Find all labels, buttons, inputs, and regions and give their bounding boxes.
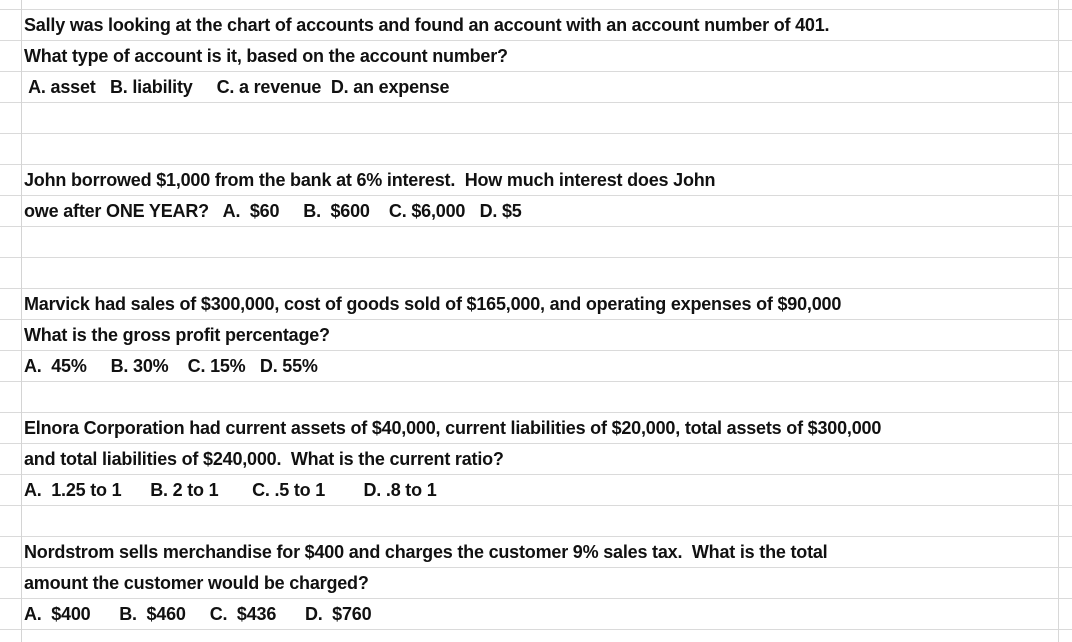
cell-row[interactable] bbox=[0, 351, 1072, 382]
cell-row[interactable] bbox=[0, 444, 1072, 475]
cell-row[interactable] bbox=[0, 537, 1072, 568]
cell-row[interactable] bbox=[0, 196, 1072, 227]
cell-row[interactable] bbox=[0, 320, 1072, 351]
question-5-line-2: amount the customer would be charged? bbox=[24, 573, 369, 593]
cell-row[interactable] bbox=[0, 413, 1072, 444]
cell-row[interactable] bbox=[0, 165, 1072, 196]
cell-row[interactable] bbox=[0, 41, 1072, 72]
cell-row[interactable] bbox=[0, 475, 1072, 506]
cell-row[interactable] bbox=[0, 10, 1072, 41]
question-4-line-1: Elnora Corporation had current assets of $40,000, current liabilities of $20,000, total assets of $300,000 bbox=[24, 418, 882, 438]
question-4-line-2: and total liabilities of $240,000. What is the current ratio? bbox=[24, 449, 504, 469]
question-1-choices: A. asset B. liability C. a revenue D. an expense bbox=[24, 77, 450, 97]
cell-row[interactable] bbox=[0, 289, 1072, 320]
question-2-choices: owe after ONE YEAR? A. $60 B. $600 C. $6,000 D. $5 bbox=[24, 201, 522, 221]
question-5-line-1: Nordstrom sells merchandise for $400 and charges the customer 9% sales tax. What is the total bbox=[24, 542, 828, 562]
question-4-choices: A. 1.25 to 1 B. 2 to 1 C. .5 to 1 D. .8 to 1 bbox=[24, 480, 437, 500]
question-1-line-1: Sally was looking at the chart of accounts and found an account with an account number of 401. bbox=[24, 15, 830, 35]
question-1-line-2: What type of account is it, based on the account number? bbox=[24, 46, 508, 66]
question-3-line-1: Marvick had sales of $300,000, cost of goods sold of $165,000, and operating expenses of $90,000 bbox=[24, 294, 842, 314]
cell-row[interactable] bbox=[0, 599, 1072, 630]
question-5-choices: A. $400 B. $460 C. $436 D. $760 bbox=[24, 604, 372, 624]
cell-row[interactable] bbox=[0, 568, 1072, 599]
question-2-line-1: John borrowed $1,000 from the bank at 6% interest. How much interest does John bbox=[24, 170, 716, 190]
cell-row[interactable] bbox=[0, 72, 1072, 103]
question-3-line-2: What is the gross profit percentage? bbox=[24, 325, 330, 345]
question-3-choices: A. 45% B. 30% C. 15% D. 55% bbox=[24, 356, 318, 376]
